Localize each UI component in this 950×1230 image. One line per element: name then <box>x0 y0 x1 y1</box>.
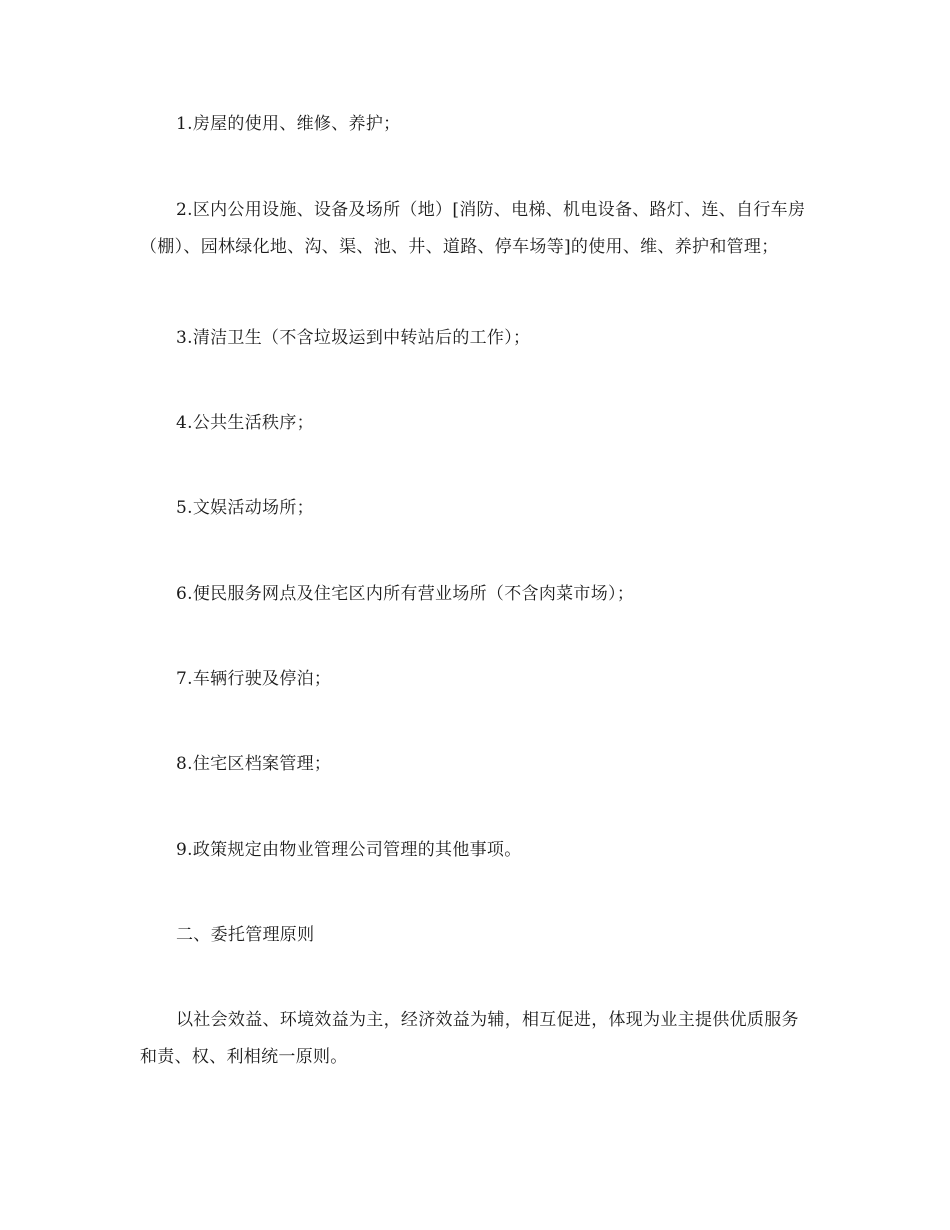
principles-paragraph: 以社会效益、环境效益为主，经济效益为辅，相互促进，体现为业主提供优质服务和责、权、利相统一原则。 <box>140 1010 799 1067</box>
list-item-cleaning: 3.清洁卫生（不含垃圾运到中转站后的工作）； <box>176 328 531 348</box>
list-item-public-order: 4.公共生活秩序； <box>176 413 314 433</box>
list-item-house-use: 1.房屋的使用、维修、养护； <box>176 114 401 134</box>
list-item-public-facilities: 2.区内公用设施、设备及场所（地）[消防、电梯、机电设备、路灯、连、自行车房（棚）、园林绿化地、沟、渠、池、井、道路、停车场等]的使用、维、养护和管理； <box>140 200 806 257</box>
list-item-other-matters: 9.政策规定由物业管理公司管理的其他事项。 <box>176 840 522 860</box>
list-item-archives: 8.住宅区档案管理； <box>176 754 332 774</box>
list-item-vehicles: 7.车辆行驶及停泊； <box>176 669 332 689</box>
section-heading-principles: 二、委托管理原则 <box>176 925 315 945</box>
list-item-recreation: 5.文娱活动场所； <box>176 498 314 518</box>
list-item-service-points: 6.便民服务网点及住宅区内所有营业场所（不含肉菜市场）； <box>176 584 635 604</box>
